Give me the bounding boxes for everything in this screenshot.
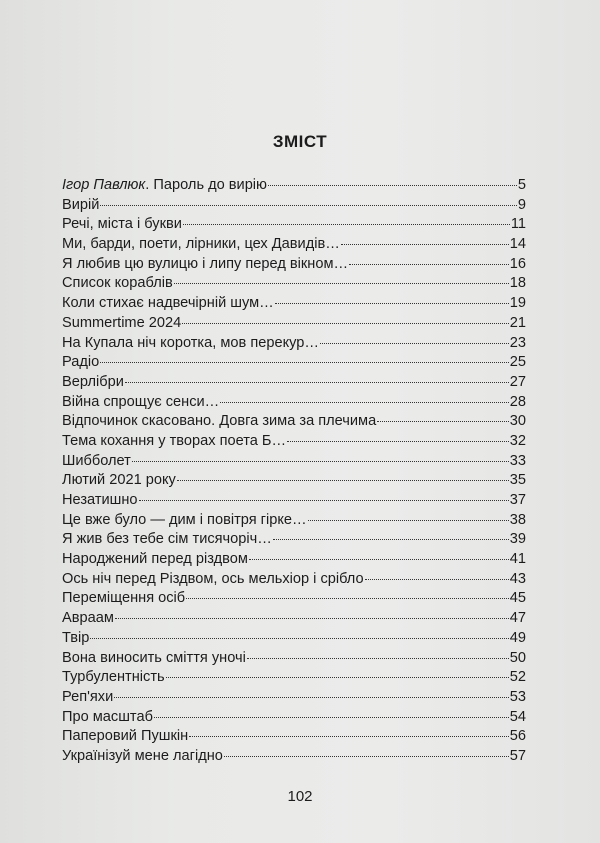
toc-entry-page: 16	[509, 255, 526, 272]
toc-entry-page: 53	[509, 688, 526, 705]
toc-entry-label: Відпочинок скасовано. Довга зима за плечима	[62, 413, 377, 430]
toc-entry-page: 5	[517, 177, 526, 193]
toc-entry-page: 28	[509, 393, 526, 410]
toc-leader-dots	[139, 500, 509, 501]
toc-entry	[62, 708, 526, 728]
toc-entry	[62, 393, 526, 413]
toc-entry	[62, 294, 526, 314]
toc-entry	[62, 649, 526, 669]
toc-entry	[62, 629, 526, 649]
toc-entry-label: Переміщення осіб	[62, 590, 186, 607]
toc-entry	[62, 491, 526, 511]
toc-leader-dots	[189, 736, 509, 737]
toc-leader-dots	[166, 677, 509, 678]
toc-entry-label: Війна спрощує сенси…	[62, 393, 220, 410]
toc-leader-dots	[220, 402, 508, 403]
toc-entry	[62, 688, 526, 708]
toc-entry-title: . Пароль до вирію	[145, 177, 267, 193]
toc-entry	[62, 747, 526, 767]
toc-entry-page: 37	[509, 492, 526, 508]
toc-entry-page: 54	[509, 708, 526, 725]
toc-entry-label: Народжений перед різдвом	[62, 551, 248, 568]
toc-entry-label: Я жив без тебе сім тисячоріч…	[62, 531, 272, 548]
toc-leader-dots	[174, 283, 509, 284]
toc-entry-label: Про масштаб	[62, 708, 153, 725]
page-title: ЗМІСТ	[272, 132, 328, 151]
toc-leader-dots	[377, 421, 509, 422]
toc-entry	[62, 589, 526, 609]
toc-entry-page: 25	[509, 354, 526, 371]
toc-leader-dots	[177, 480, 509, 481]
toc-leader-dots	[154, 717, 509, 718]
toc-leader-dots	[114, 697, 509, 698]
toc-entry-page: 56	[509, 728, 526, 745]
toc-leader-dots	[287, 441, 509, 442]
toc-entry-page: 23	[509, 334, 526, 351]
toc-entry	[62, 609, 526, 629]
toc-entry	[62, 235, 526, 255]
toc-entry	[62, 432, 526, 452]
toc-entry-page: 30	[509, 413, 526, 430]
toc-entry-page: 39	[509, 531, 526, 548]
toc-entry	[62, 255, 526, 275]
toc-entry-label: Твір	[62, 629, 90, 646]
toc-leader-dots	[183, 224, 510, 225]
toc-entry	[62, 727, 526, 747]
toc-entry	[62, 334, 526, 354]
toc-entry-label: Це вже було — дим і повітря гірке…	[62, 511, 307, 528]
toc-leader-dots	[115, 618, 509, 619]
toc-entry-label	[62, 176, 267, 196]
toc-leader-dots	[90, 638, 508, 639]
toc-entry-page: 43	[509, 570, 526, 587]
toc-entry-page: 11	[510, 216, 526, 233]
toc-entry-page: 49	[509, 629, 526, 646]
toc-entry-page: 47	[509, 610, 526, 627]
toc-entry	[62, 570, 526, 590]
toc-entry-label: Речі, міста і букви	[62, 216, 182, 233]
toc-entry-label: Ми, барди, поети, лірники, цех Давидів…	[62, 236, 340, 253]
toc-entry	[62, 511, 526, 531]
toc-entry-label: Ось ніч перед Різдвом, ось мельхіор і срібло	[62, 570, 364, 587]
toc-leader-dots	[308, 520, 509, 521]
toc-entry	[62, 196, 526, 216]
toc-entry-page: 35	[509, 472, 526, 489]
toc-entry	[62, 452, 526, 472]
toc-entry-page: 50	[509, 649, 526, 666]
toc-entry-label: Коли стихає надвечірній шум…	[62, 295, 274, 312]
toc-entry-label: Українізуй мене лагідно	[62, 747, 223, 764]
toc-entry	[62, 215, 526, 235]
toc-leader-dots	[125, 382, 509, 383]
toc-entry	[62, 412, 526, 432]
toc-entry-page: 45	[509, 590, 526, 607]
toc-entry	[62, 373, 526, 393]
toc-leader-dots	[341, 244, 509, 245]
toc-entry	[62, 530, 526, 550]
toc-leader-dots	[365, 579, 509, 580]
toc-entry	[62, 353, 526, 373]
toc-entry-page: 9	[517, 196, 526, 213]
toc-entry	[62, 274, 526, 294]
toc-entry	[62, 550, 526, 570]
toc-leader-dots	[132, 461, 509, 462]
toc-leader-dots	[273, 539, 509, 540]
toc-entry-label: Реп'яхи	[62, 688, 114, 705]
toc-entry	[62, 668, 526, 688]
toc-entry-page: 32	[509, 432, 526, 449]
toc-entry-author: Ігор Павлюк	[62, 177, 146, 193]
toc-entry-page: 18	[509, 275, 526, 292]
toc-leader-dots	[247, 658, 509, 659]
toc-entry-page: 21	[509, 314, 526, 331]
toc-entry-label: Авраам	[62, 610, 114, 627]
toc-entry-label: Шибболет	[62, 452, 131, 469]
toc-entry-label: Верлібри	[62, 373, 124, 390]
toc-entry	[62, 314, 526, 334]
toc-leader-dots	[100, 205, 516, 206]
toc-entry-label: Вона виносить сміття уночі	[62, 649, 246, 666]
toc-entry-page: 57	[509, 747, 526, 764]
toc-leader-dots	[182, 323, 509, 324]
toc-entry-page: 19	[509, 295, 526, 312]
toc-leader-dots	[186, 598, 509, 599]
toc-leader-dots	[249, 559, 509, 560]
toc-leader-dots	[268, 185, 517, 186]
toc-entry-label: Список кораблів	[62, 275, 173, 292]
toc-entry-label: Незатишно	[62, 492, 138, 508]
toc-entry-page: 33	[509, 452, 526, 469]
toc-leader-dots	[349, 264, 509, 265]
toc-entry-label: На Купала ніч коротка, мов перекур…	[62, 334, 319, 351]
toc-entry-label: Я любив цю вулицю і липу перед вікном…	[62, 255, 349, 272]
toc-entry-label: Summertime 2024	[62, 314, 182, 331]
toc-entry-page: 38	[509, 511, 526, 528]
table-of-contents	[62, 176, 526, 767]
toc-entry-label: Радіо	[62, 354, 100, 371]
toc-entry	[62, 471, 526, 491]
toc-entry-label: Турбулентність	[62, 669, 165, 686]
toc-entry-label: Паперовий Пушкін	[62, 728, 189, 745]
toc-leader-dots	[224, 756, 509, 757]
toc-entry-label: Вирій	[62, 196, 100, 213]
toc-entry-first	[62, 176, 526, 196]
page-number: 102	[287, 788, 313, 805]
toc-leader-dots	[320, 343, 509, 344]
toc-entry-page: 41	[509, 551, 526, 568]
toc-entry-page: 52	[509, 669, 526, 686]
toc-entry-page: 27	[509, 373, 526, 390]
toc-leader-dots	[100, 362, 509, 363]
toc-entry-label: Тема кохання у творах поета Б…	[62, 432, 287, 449]
toc-entry-label: Лютий 2021 року	[62, 472, 176, 489]
toc-entry-page: 14	[509, 236, 526, 253]
toc-leader-dots	[275, 303, 509, 304]
